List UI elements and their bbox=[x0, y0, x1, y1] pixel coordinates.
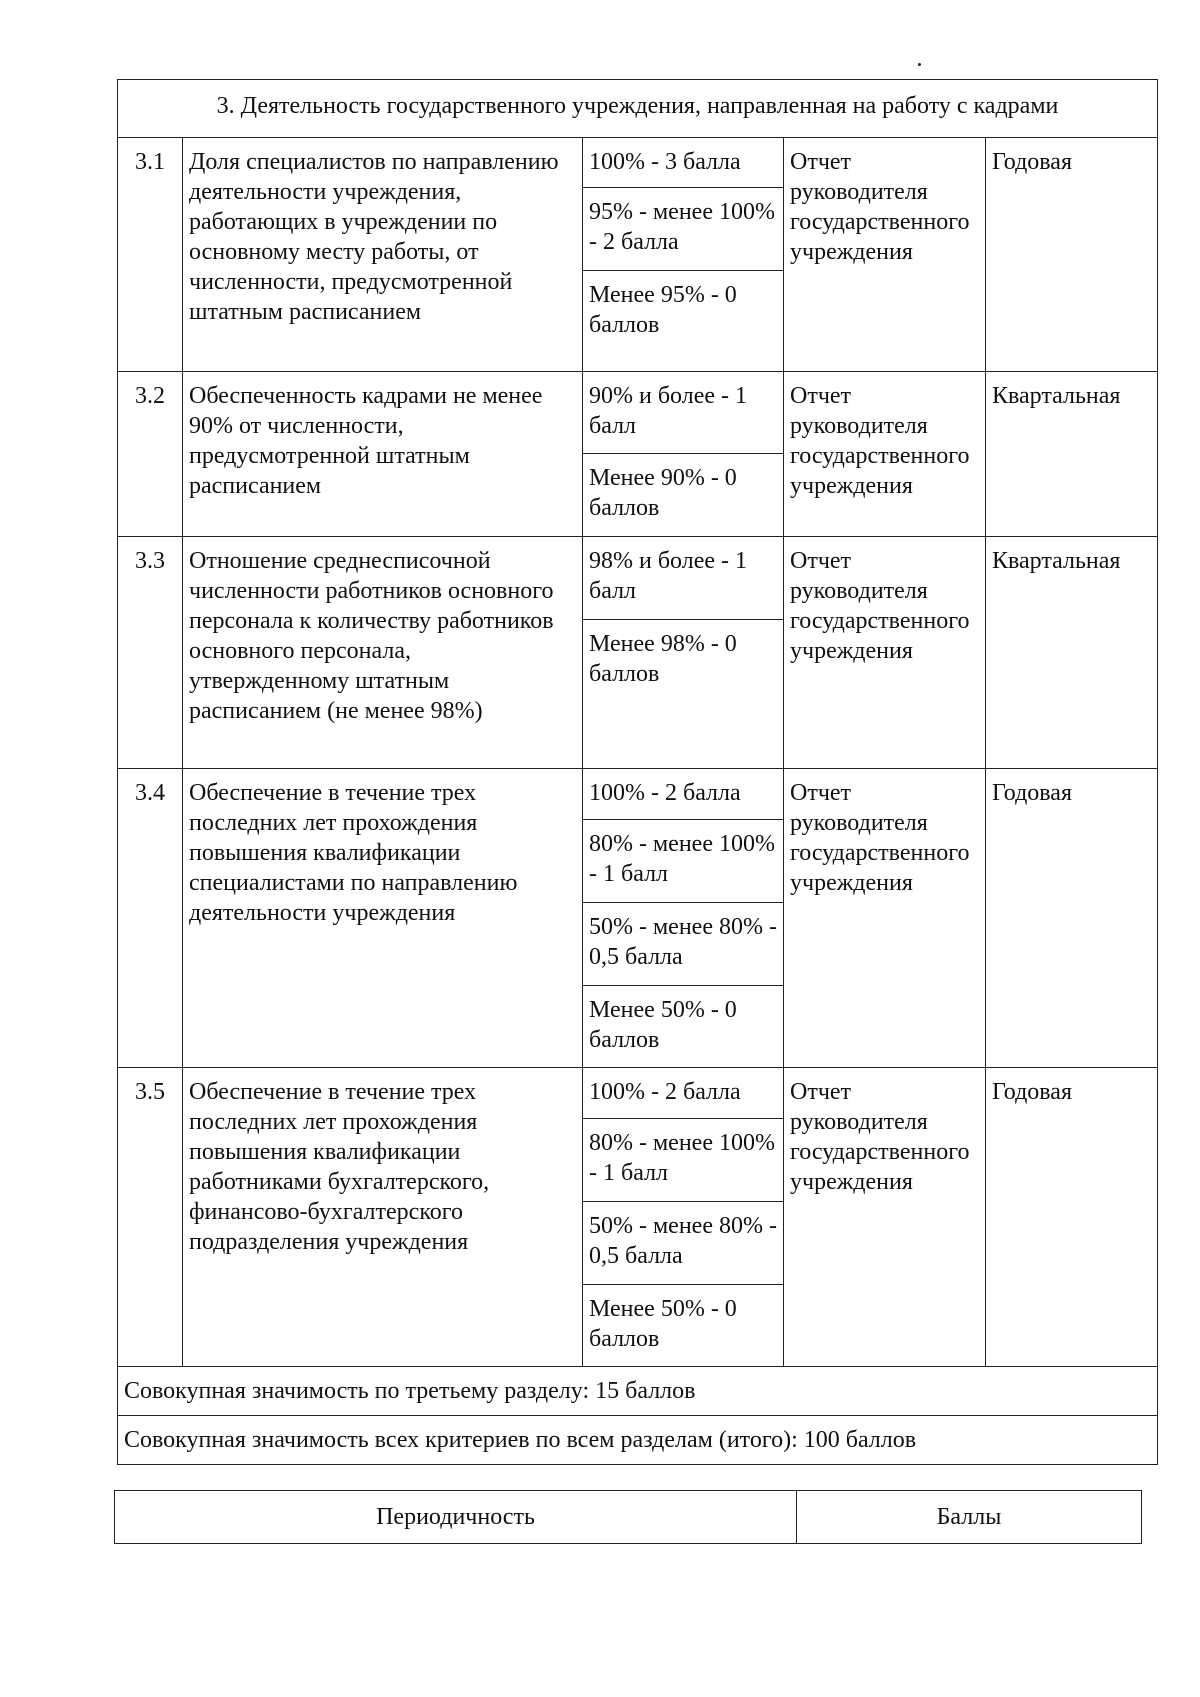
table-row bbox=[118, 372, 1158, 454]
footer-table bbox=[114, 1490, 1142, 1544]
periodicity-header: Периодичность bbox=[115, 1491, 797, 1544]
score-cell: Менее 98% - 0 баллов bbox=[583, 620, 784, 769]
score-cell: 100% - 2 балла bbox=[583, 769, 784, 820]
score-cell: 98% и более - 1 балл bbox=[583, 537, 784, 620]
source-text: Отчет руководителя государственного учреждения bbox=[784, 769, 986, 1068]
score-cell: 80% - менее 100% - 1 балл bbox=[583, 820, 784, 903]
period-text: Квартальная bbox=[986, 537, 1158, 769]
section-header-row bbox=[118, 80, 1158, 138]
score-cell: Менее 95% - 0 баллов bbox=[583, 271, 784, 372]
points-header: Баллы bbox=[797, 1491, 1142, 1544]
table-row bbox=[118, 1068, 1158, 1119]
period-text: Годовая bbox=[986, 769, 1158, 1068]
score-cell: 100% - 2 балла bbox=[583, 1068, 784, 1119]
score-cell: Менее 50% - 0 баллов bbox=[583, 986, 784, 1068]
criterion-text: Обеспеченность кадрами не менее 90% от численности, предусмотренной штатным расписанием bbox=[183, 372, 583, 537]
score-cell: 50% - менее 80% - 0,5 балла bbox=[583, 903, 784, 986]
row-number: 3.2 bbox=[118, 372, 183, 537]
scan-speck bbox=[918, 63, 921, 66]
table-row bbox=[118, 537, 1158, 620]
source-text: Отчет руководителя государственного учреждения bbox=[784, 1068, 986, 1367]
footer-row bbox=[115, 1491, 1142, 1544]
source-text: Отчет руководителя государственного учреждения bbox=[784, 537, 986, 769]
row-number: 3.1 bbox=[118, 138, 183, 372]
source-text: Отчет руководителя государственного учреждения bbox=[784, 372, 986, 537]
grand-total: Совокупная значимость всех критериев по всем разделам (итого): 100 баллов bbox=[118, 1416, 1158, 1465]
criterion-text: Обеспечение в течение трех последних лет прохождения повышения квалификации работниками бухгалтерского, финансово-бухгалтерского подразделения учреждения bbox=[183, 1068, 583, 1367]
score-cell: Менее 50% - 0 баллов bbox=[583, 1285, 784, 1367]
criterion-text: Обеспечение в течение трех последних лет прохождения повышения квалификации специалистами по направлению деятельности учреждения bbox=[183, 769, 583, 1068]
criterion-text: Отношение среднесписочной численности работников основного персонала к количеству работников основного персонала, утвержденному штатным расписанием (не менее 98%) bbox=[183, 537, 583, 769]
score-cell: 100% - 3 балла bbox=[583, 138, 784, 188]
section-title: 3. Деятельность государственного учреждения, направленная на работу с кадрами bbox=[118, 80, 1158, 138]
row-number: 3.4 bbox=[118, 769, 183, 1068]
score-cell: 90% и более - 1 балл bbox=[583, 372, 784, 454]
score-cell: 50% - менее 80% - 0,5 балла bbox=[583, 1202, 784, 1285]
table-row bbox=[118, 769, 1158, 820]
score-cell: 80% - менее 100% - 1 балл bbox=[583, 1119, 784, 1202]
period-text: Годовая bbox=[986, 138, 1158, 372]
section-total-row bbox=[118, 1367, 1158, 1416]
table-row bbox=[118, 138, 1158, 188]
criterion-text: Доля специалистов по направлению деятельности учреждения, работающих в учреждении по основному месту работы, от численности, предусмотренной штатным расписанием bbox=[183, 138, 583, 372]
period-text: Квартальная bbox=[986, 372, 1158, 537]
row-number: 3.3 bbox=[118, 537, 183, 769]
row-number: 3.5 bbox=[118, 1068, 183, 1367]
section-total: Совокупная значимость по третьему разделу: 15 баллов bbox=[118, 1367, 1158, 1416]
period-text: Годовая bbox=[986, 1068, 1158, 1367]
criteria-table bbox=[117, 79, 1158, 1465]
source-text: Отчет руководителя государственного учреждения bbox=[784, 138, 986, 372]
score-cell: Менее 90% - 0 баллов bbox=[583, 454, 784, 537]
grand-total-row bbox=[118, 1416, 1158, 1465]
score-cell: 95% - менее 100% - 2 балла bbox=[583, 188, 784, 271]
